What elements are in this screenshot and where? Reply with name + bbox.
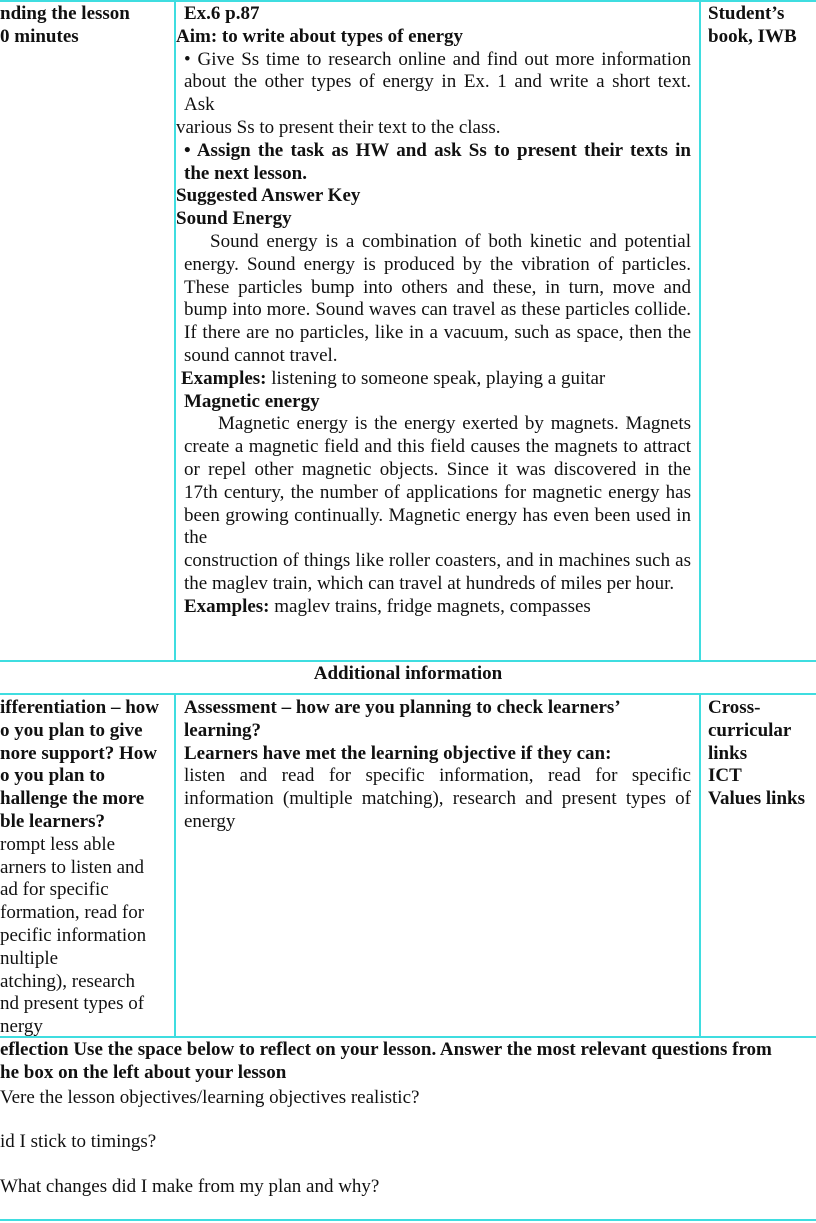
resources-line2: book, IWB — [708, 25, 797, 47]
assessment-cell — [184, 697, 691, 834]
magnetic-examples-text: maglev trains, fridge magnets, compasses — [269, 595, 591, 617]
ending-lesson-cell — [0, 3, 170, 49]
activity-cell — [176, 3, 691, 619]
differentiation-body-5: pecific information — [0, 924, 147, 946]
differentiation-body-8: nd present types of — [0, 993, 145, 1015]
differentiation-heading-5: hallenge the more — [0, 788, 145, 810]
ending-lesson-line1: nding the lesson — [0, 3, 130, 24]
differentiation-body-4: formation, read for — [0, 902, 145, 924]
magnetic-examples-label: Examples: — [184, 595, 270, 617]
differentiation-heading-3: nore support? How — [0, 742, 157, 764]
ending-lesson-line2: 0 minutes — [0, 25, 79, 47]
bullet2-line-b: the next lesson. — [184, 162, 307, 184]
answer-key-heading: Suggested Answer Key — [176, 185, 361, 207]
resources-cell — [708, 3, 816, 49]
bullet1-line-c: Ask — [184, 94, 215, 116]
cross-line-2: curricular — [708, 719, 792, 741]
table-border-bottom — [0, 1219, 816, 1221]
sound-energy-text: Sound energy is a combination of both kinetic and potential energy. Sound energy is produced by the vibration of particles. These particles bump into others and these, in turn, move and bump into more. Sound waves can travel as these particles collide. If there are no particles, like in a vacuum, such as space, then the sound cannot travel. — [184, 230, 691, 366]
assessment-heading: Assessment – how are you planning to check learners’ learning? — [184, 697, 620, 741]
differentiation-heading-6: ble learners? — [0, 810, 106, 832]
differentiation-cell — [0, 697, 172, 1039]
table-border-row2 — [0, 693, 816, 695]
additional-information-heading: Additional information — [313, 663, 503, 684]
assessment-objective: Learners have met the learning objective if they can: — [184, 742, 612, 764]
reflection-question-1: Vere the lesson objectives/learning objectives realistic? — [0, 1086, 420, 1108]
differentiation-body-6: nultiple — [0, 947, 59, 969]
exercise-reference: Ex.6 p.87 — [184, 3, 260, 24]
reflection-heading-b: he box on the left about your lesson — [0, 1061, 287, 1083]
table-border-row1 — [0, 660, 816, 662]
aim-text: Aim: to write about types of energy — [176, 25, 464, 47]
cross-curricular-cell — [708, 697, 816, 811]
bullet2-line-a: • Assign the task as HW and ask Ss to present their texts in — [184, 139, 691, 161]
bullet1-line-b: about the other types of energy in Ex. 1 and write a short text. — [184, 71, 691, 93]
cross-line-3: links — [708, 742, 748, 764]
table-border-col2-top — [699, 0, 701, 662]
differentiation-body-9: nergy — [0, 1016, 43, 1038]
differentiation-body-7: atching), research — [0, 970, 136, 992]
cross-line-1: Cross- — [708, 697, 761, 718]
bullet1-line-a: • Give Ss time to research online and find out more information — [184, 48, 691, 70]
magnetic-energy-text-a: Magnetic energy is the energy exerted by magnets. Magnets create a magnetic field and this field causes the magnets to attract or repel other magnetic objects. Since it was discovered in the 17th century, the number of applications for magnetic energy has been growing continually. Magnetic energy has even been used in the — [184, 413, 691, 549]
reflection-question-3: What changes did I make from my plan and why? — [0, 1176, 380, 1198]
reflection-question-2: id I stick to timings? — [0, 1131, 157, 1153]
sound-examples — [176, 368, 691, 391]
resources-line1: Student’s — [708, 3, 785, 24]
assessment-body: listen and read for specific information, read for specific information (multiple matching), research and present types of energy — [184, 765, 691, 832]
table-border-col2-mid — [699, 693, 701, 1038]
magnetic-energy-heading: Magnetic energy — [184, 390, 320, 412]
differentiation-body-3: ad for specific — [0, 879, 109, 901]
differentiation-body-2: arners to listen and — [0, 856, 145, 878]
differentiation-heading-1: ifferentiation – how — [0, 697, 160, 718]
magnetic-examples — [176, 596, 691, 619]
table-border-col1-mid — [174, 693, 176, 1038]
bullet1-line-d: various Ss to present their text to the class. — [176, 116, 501, 138]
table-border-top — [0, 0, 816, 2]
differentiation-heading-2: o you plan to give — [0, 719, 143, 741]
cross-line-4: ICT — [708, 765, 742, 787]
differentiation-body-1: rompt less able — [0, 833, 116, 855]
differentiation-heading-4: o you plan to — [0, 765, 106, 787]
sound-examples-label: Examples: — [181, 367, 267, 389]
sound-energy-heading: Sound Energy — [176, 208, 292, 230]
reflection-cell — [0, 1039, 816, 1199]
cross-line-5: Values links — [708, 788, 805, 810]
reflection-heading-a: eflection Use the space below to reflect on your lesson. Answer the most relevant questions from — [0, 1039, 772, 1060]
magnetic-energy-text-b: construction of things like roller coasters, and in machines such as the maglev train, which can travel at hundreds of miles per hour. — [184, 550, 691, 594]
sound-examples-text: listening to someone speak, playing a guitar — [266, 367, 606, 389]
